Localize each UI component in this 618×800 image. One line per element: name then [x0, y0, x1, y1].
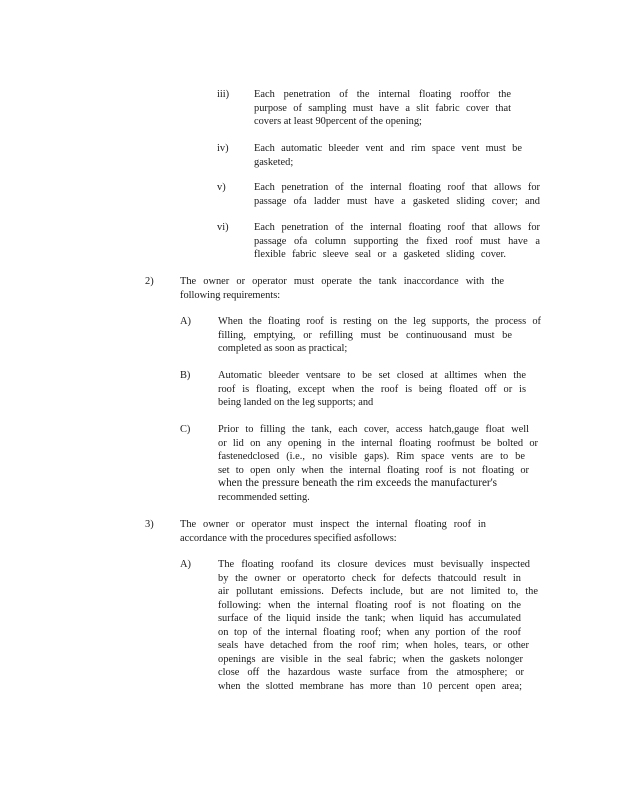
text-line: fastenedclosed (i.e., no visible gaps). Rim space vents are to be	[218, 451, 525, 462]
text-line: completed as soon as practical;	[218, 343, 348, 354]
text-line: Each automatic bleeder vent and rim space vent must be	[254, 143, 522, 154]
text-line: Prior to filling the tank, each cover, access hatch,gauge float well	[218, 424, 529, 435]
text-line: seals have detached from the roof rim; when holes, tears, or other	[218, 640, 529, 651]
item-label-2a: A)	[180, 316, 191, 327]
text-line: following requirements:	[180, 289, 281, 301]
text-line: when the slotted membrane has more than 10 percent open area;	[218, 680, 522, 692]
text-line: Each penetration of the internal floating rooffor the	[254, 89, 511, 100]
item-text-v	[254, 181, 540, 208]
item-label-2c: C)	[180, 424, 191, 435]
item-text-2c	[218, 423, 538, 504]
item-label-3: 3)	[145, 519, 154, 530]
text-line: The owner or operator must inspect the internal floating roof in	[180, 519, 486, 530]
item-label-vi: vi)	[217, 222, 229, 233]
text-line: filling, emptying, or refilling must be continuousand must be	[218, 329, 512, 341]
text-line: purpose of sampling must have a slit fabric cover that	[254, 102, 511, 114]
text-line: air pollutant emissions. Defects include, but are not limited to, the	[218, 586, 538, 597]
text-line: The owner or operator must operate the tank inaccordance with the	[180, 276, 504, 287]
text-line: passage ofa ladder must have a gasketed sliding cover; and	[254, 195, 540, 207]
item-label-iv: iv)	[217, 143, 229, 154]
item-label-v: v)	[217, 182, 226, 193]
item-text-iv	[254, 142, 522, 169]
item-text-2b	[218, 369, 526, 410]
text-line: passage ofa column supporting the fixed roof must have a	[254, 235, 540, 247]
item-text-3a	[218, 558, 538, 693]
text-line: Automatic bleeder ventsare to be set closed at alltimes when the	[218, 370, 526, 381]
item-label-2: 2)	[145, 276, 154, 287]
text-line: being landed on the leg supports; and	[218, 397, 374, 408]
item-text-vi	[254, 221, 540, 262]
text-line: gasketed;	[254, 156, 294, 168]
text-line: Each penetration of the internal floating roof that allows for	[254, 222, 540, 233]
text-line: Each penetration of the internal floating roof that allows for	[254, 182, 540, 193]
item-text-2	[180, 275, 504, 302]
text-line: roof is floating, except when the roof is being floated off or is	[218, 383, 526, 395]
text-line: or lid on any opening in the internal floating roofmust be bolted or	[218, 437, 538, 449]
text-line: covers at least 90percent of the opening;	[254, 116, 422, 127]
text-line: close off the hazardous waste surface from the atmosphere; or	[218, 667, 524, 678]
text-line: accordance with the procedures specified asfollows:	[180, 532, 397, 544]
item-text-2a	[218, 315, 541, 356]
text-line: following: when the internal floating roof is not floating on the	[218, 599, 521, 611]
item-label-3a: A)	[180, 559, 191, 570]
item-text-iii	[254, 88, 511, 129]
text-line: openings are visible in the seal fabric; when the gaskets nolonger	[218, 653, 523, 665]
item-label-2b: B)	[180, 370, 191, 381]
text-line: recommended setting.	[218, 491, 310, 503]
text-line: when the pressure beneath the rim exceeds the manufacturer's	[218, 477, 498, 489]
text-line: The floating roofand its closure devices must bevisually inspected	[218, 559, 530, 570]
text-line: flexible fabric sleeve seal or a gasketed sliding cover.	[254, 249, 506, 260]
text-line: set to open only when the internal floating roof is not floating or	[218, 464, 529, 476]
item-label-iii: iii)	[217, 89, 230, 100]
item-text-3	[180, 518, 486, 545]
text-line: When the floating roof is resting on the leg supports, the process of	[218, 316, 541, 327]
text-line: surface of the liquid inside the tank; when liquid has accumulated	[218, 613, 521, 624]
text-line: by the owner or operatorto check for defects thatcould result in	[218, 572, 521, 584]
text-line: on top of the internal floating roof; when any portion of the roof	[218, 626, 521, 638]
